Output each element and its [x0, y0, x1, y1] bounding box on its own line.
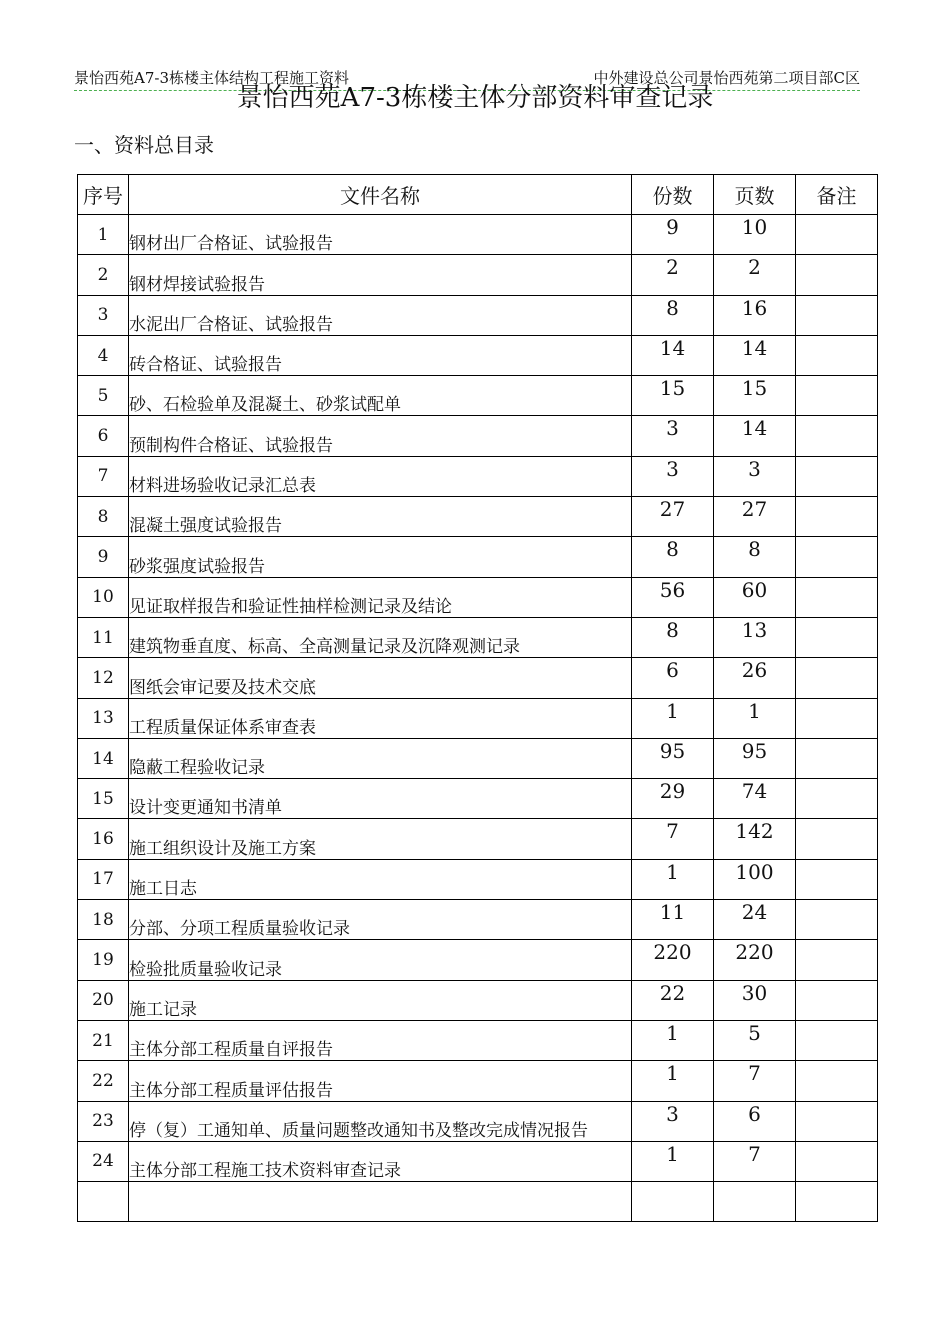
- cell-number: 10: [78, 577, 129, 617]
- table-row: [78, 819, 878, 859]
- cell-file-name: [129, 1182, 632, 1222]
- table-row: [78, 900, 878, 940]
- cell-pages: 74: [714, 779, 796, 819]
- cell-remarks: [796, 497, 878, 537]
- cell-file-name: 隐蔽工程验收记录: [129, 738, 632, 778]
- cell-number: 1: [78, 215, 129, 255]
- table-row: [78, 1141, 878, 1181]
- cell-number: 22: [78, 1061, 129, 1101]
- cell-remarks: [796, 819, 878, 859]
- cell-pages: 5: [714, 1020, 796, 1060]
- cell-remarks: [796, 577, 878, 617]
- cell-file-name: 砂浆强度试验报告: [129, 537, 632, 577]
- cell-number: 19: [78, 940, 129, 980]
- cell-number: 15: [78, 779, 129, 819]
- cell-remarks: [796, 1020, 878, 1060]
- catalog-table: [77, 174, 878, 1222]
- cell-pages: 8: [714, 537, 796, 577]
- cell-file-name: 预制构件合格证、试验报告: [129, 416, 632, 456]
- cell-copies: 95: [632, 738, 714, 778]
- cell-copies: 1: [632, 1020, 714, 1060]
- table-row: [78, 376, 878, 416]
- cell-number: 18: [78, 900, 129, 940]
- table-row: [78, 1061, 878, 1101]
- table-row: [78, 215, 878, 255]
- cell-number: 14: [78, 738, 129, 778]
- cell-remarks: [796, 900, 878, 940]
- cell-copies: 3: [632, 416, 714, 456]
- cell-copies: 1: [632, 698, 714, 738]
- cell-remarks: [796, 1141, 878, 1181]
- cell-pages: 60: [714, 577, 796, 617]
- table-row: [78, 940, 878, 980]
- cell-pages: 14: [714, 335, 796, 375]
- cell-copies: 22: [632, 980, 714, 1020]
- cell-file-name: 钢材出厂合格证、试验报告: [129, 215, 632, 255]
- table-header-row: [78, 175, 878, 215]
- cell-remarks: [796, 456, 878, 496]
- table-row: [78, 1020, 878, 1060]
- cell-file-name: 钢材焊接试验报告: [129, 255, 632, 295]
- table-row: [78, 255, 878, 295]
- cell-file-name: 砂、石检验单及混凝土、砂浆试配单: [129, 376, 632, 416]
- cell-number: 11: [78, 617, 129, 657]
- cell-file-name: 施工日志: [129, 859, 632, 899]
- cell-copies: 1: [632, 1141, 714, 1181]
- table-row: [78, 577, 878, 617]
- cell-file-name: 主体分部工程质量评估报告: [129, 1061, 632, 1101]
- header-project-name: 景怡西苑A7-3栋楼主体结构工程施工资料: [74, 69, 349, 87]
- cell-file-name: 检验批质量验收记录: [129, 940, 632, 980]
- cell-file-name: 混凝土强度试验报告: [129, 497, 632, 537]
- cell-pages: 10: [714, 215, 796, 255]
- table-row: [78, 698, 878, 738]
- cell-remarks: [796, 980, 878, 1020]
- cell-pages: 14: [714, 416, 796, 456]
- cell-file-name: 材料进场验收记录汇总表: [129, 456, 632, 496]
- cell-number: 3: [78, 295, 129, 335]
- cell-remarks: [796, 779, 878, 819]
- cell-pages: [714, 1182, 796, 1222]
- cell-number: 5: [78, 376, 129, 416]
- cell-pages: 220: [714, 940, 796, 980]
- cell-copies: 220: [632, 940, 714, 980]
- cell-number: 16: [78, 819, 129, 859]
- cell-file-name: 施工组织设计及施工方案: [129, 819, 632, 859]
- cell-remarks: [796, 738, 878, 778]
- cell-copies: [632, 1182, 714, 1222]
- cell-file-name: 水泥出厂合格证、试验报告: [129, 295, 632, 335]
- cell-copies: 56: [632, 577, 714, 617]
- cell-file-name: 图纸会审记要及技术交底: [129, 658, 632, 698]
- cell-file-name: 砖合格证、试验报告: [129, 335, 632, 375]
- section-heading: 一、资料总目录: [74, 133, 214, 157]
- cell-pages: 3: [714, 456, 796, 496]
- cell-remarks: [796, 416, 878, 456]
- cell-pages: 1: [714, 698, 796, 738]
- cell-pages: 27: [714, 497, 796, 537]
- cell-copies: 14: [632, 335, 714, 375]
- cell-number: 7: [78, 456, 129, 496]
- cell-number: 23: [78, 1101, 129, 1141]
- document-title: 景怡西苑A7-3栋楼主体分部资料审查记录: [236, 83, 714, 113]
- cell-number: 4: [78, 335, 129, 375]
- column-header-copies: 份数: [632, 175, 714, 215]
- cell-copies: 7: [632, 819, 714, 859]
- cell-copies: 1: [632, 1061, 714, 1101]
- cell-number: 8: [78, 497, 129, 537]
- cell-number: 2: [78, 255, 129, 295]
- cell-file-name: 见证取样报告和验证性抽样检测记录及结论: [129, 577, 632, 617]
- cell-copies: 27: [632, 497, 714, 537]
- table-row: [78, 456, 878, 496]
- cell-pages: 7: [714, 1061, 796, 1101]
- cell-pages: 15: [714, 376, 796, 416]
- cell-remarks: [796, 1101, 878, 1141]
- table-row: [78, 1182, 878, 1222]
- table-row: [78, 295, 878, 335]
- table-row: [78, 416, 878, 456]
- cell-file-name: 工程质量保证体系审查表: [129, 698, 632, 738]
- table-body: [78, 215, 878, 1222]
- cell-copies: 8: [632, 537, 714, 577]
- cell-file-name: 停（复）工通知单、质量问题整改通知书及整改完成情况报告: [129, 1101, 632, 1141]
- table-row: [78, 335, 878, 375]
- table-row: [78, 859, 878, 899]
- cell-file-name: 主体分部工程质量自评报告: [129, 1020, 632, 1060]
- cell-number: 6: [78, 416, 129, 456]
- cell-remarks: [796, 1061, 878, 1101]
- table-row: [78, 980, 878, 1020]
- cell-copies: 15: [632, 376, 714, 416]
- table-row: [78, 779, 878, 819]
- cell-copies: 8: [632, 617, 714, 657]
- cell-pages: 100: [714, 859, 796, 899]
- table-row: [78, 658, 878, 698]
- column-header-number: 序号: [78, 175, 129, 215]
- cell-remarks: [796, 859, 878, 899]
- cell-number: 9: [78, 537, 129, 577]
- cell-remarks: [796, 255, 878, 295]
- cell-number: 24: [78, 1141, 129, 1181]
- column-header-pages: 页数: [714, 175, 796, 215]
- cell-copies: 3: [632, 456, 714, 496]
- cell-pages: 6: [714, 1101, 796, 1141]
- cell-remarks: [796, 617, 878, 657]
- cell-pages: 95: [714, 738, 796, 778]
- cell-remarks: [796, 376, 878, 416]
- cell-remarks: [796, 295, 878, 335]
- cell-number: 12: [78, 658, 129, 698]
- cell-pages: 24: [714, 900, 796, 940]
- cell-number: 21: [78, 1020, 129, 1060]
- cell-remarks: [796, 1182, 878, 1222]
- cell-pages: 2: [714, 255, 796, 295]
- cell-copies: 6: [632, 658, 714, 698]
- cell-file-name: 主体分部工程施工技术资料审查记录: [129, 1141, 632, 1181]
- cell-number: [78, 1182, 129, 1222]
- header-company-name: 中外建设总公司景怡西苑第二项目部C区: [593, 69, 860, 87]
- cell-number: 13: [78, 698, 129, 738]
- cell-number: 20: [78, 980, 129, 1020]
- cell-pages: 26: [714, 658, 796, 698]
- cell-copies: 3: [632, 1101, 714, 1141]
- cell-copies: 9: [632, 215, 714, 255]
- cell-pages: 30: [714, 980, 796, 1020]
- cell-remarks: [796, 335, 878, 375]
- cell-remarks: [796, 698, 878, 738]
- cell-copies: 29: [632, 779, 714, 819]
- table-row: [78, 537, 878, 577]
- cell-remarks: [796, 537, 878, 577]
- cell-file-name: 分部、分项工程质量验收记录: [129, 900, 632, 940]
- cell-pages: 142: [714, 819, 796, 859]
- table-row: [78, 617, 878, 657]
- cell-remarks: [796, 215, 878, 255]
- cell-remarks: [796, 658, 878, 698]
- cell-file-name: 设计变更通知书清单: [129, 779, 632, 819]
- cell-pages: 13: [714, 617, 796, 657]
- cell-copies: 1: [632, 859, 714, 899]
- cell-remarks: [796, 940, 878, 980]
- cell-number: 17: [78, 859, 129, 899]
- cell-copies: 8: [632, 295, 714, 335]
- cell-file-name: 建筑物垂直度、标高、全高测量记录及沉降观测记录: [129, 617, 632, 657]
- cell-file-name: 施工记录: [129, 980, 632, 1020]
- table-row: [78, 497, 878, 537]
- column-header-remarks: 备注: [796, 175, 878, 215]
- cell-copies: 11: [632, 900, 714, 940]
- cell-copies: 2: [632, 255, 714, 295]
- column-header-file-name: 文件名称: [129, 175, 632, 215]
- cell-pages: 7: [714, 1141, 796, 1181]
- cell-pages: 16: [714, 295, 796, 335]
- table-row: [78, 738, 878, 778]
- table-row: [78, 1101, 878, 1141]
